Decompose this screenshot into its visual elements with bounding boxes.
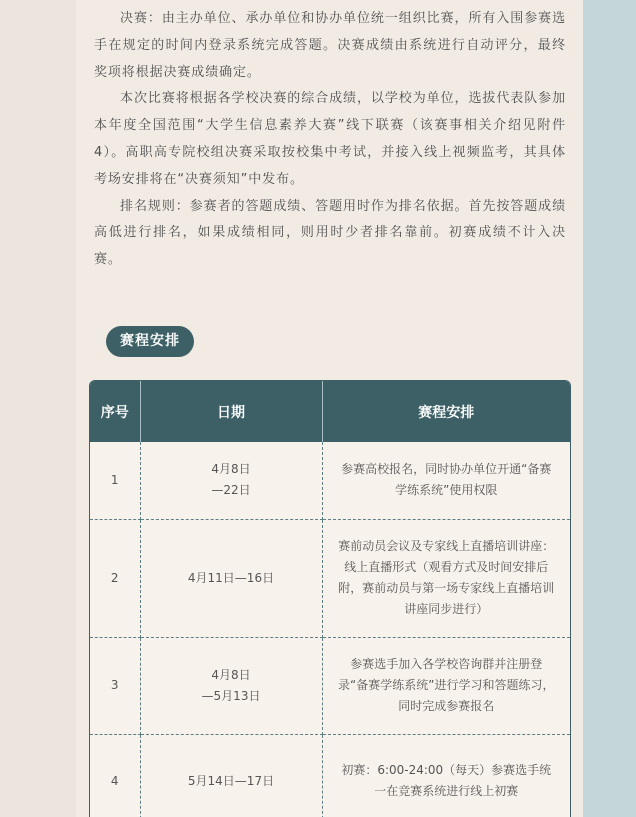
date-line: 4月8日 <box>211 667 251 682</box>
left-margin <box>0 0 76 817</box>
table-header-row <box>90 381 570 442</box>
row-schedule: 初赛：6:00-24:00（每天）参赛选手统一在竞赛系统进行线上初赛 <box>322 734 570 817</box>
date-line: —5月13日 <box>201 688 261 703</box>
date-line: 4月11日—16日 <box>187 570 275 585</box>
paragraph-ranking-rules: 排名规则：参赛者的答题成绩、答题用时作为排名依据。首先按答题成绩高低进行排名，如果成绩相同，则用时少者排名靠前。初赛成绩不计入决赛。 <box>94 198 566 268</box>
row-date <box>140 637 322 734</box>
row-date <box>140 519 322 637</box>
header-date: 日期 <box>140 381 322 442</box>
row-schedule: 参赛选手加入各学校咨询群并注册登录“备赛学练系统”进行学习和答题练习，同时完成参赛报名 <box>322 637 570 734</box>
row-number: 2 <box>90 519 140 637</box>
header-schedule: 赛程安排 <box>322 381 570 442</box>
row-number: 3 <box>90 637 140 734</box>
table-row <box>90 637 570 734</box>
table-row <box>90 442 570 519</box>
paragraph-selection: 本次比赛将根据各学校决赛的综合成绩，以学校为单位，选拔代表队参加本年度全国范围“大学生信息素养大赛”线下联赛（该赛事相关介绍见附件4）。高职高专院校组决赛采取按校集中考试，并接入线上视频监考，其具体考场安排将在“决赛须知”中发布。 <box>94 91 566 187</box>
row-schedule: 赛前动员会议及专家线上直播培训讲座：线上直播形式（观看方式及时间安排后附，赛前动员与第一场专家线上直播培训讲座同步进行） <box>322 519 570 637</box>
paragraph-final-round: 决赛：由主办单位、承办单位和协办单位统一组织比赛，所有入围参赛选手在规定的时间内登录系统完成答题。决赛成绩由系统进行自动评分，最终奖项将根据决赛成绩确定。 <box>94 11 566 80</box>
date-line: 4月8日 <box>211 462 251 477</box>
row-number: 1 <box>90 442 140 519</box>
schedule-table <box>89 380 571 817</box>
date-line: —22日 <box>211 483 251 498</box>
row-number: 4 <box>90 734 140 817</box>
section-title-badge: 赛程安排 <box>106 326 194 357</box>
intro-paragraphs <box>94 6 566 274</box>
row-schedule: 参赛高校报名，同时协办单位开通“备赛学练系统”使用权限 <box>322 442 570 519</box>
row-date <box>140 734 322 817</box>
right-margin <box>583 0 636 817</box>
table-row <box>90 519 570 637</box>
date-line: 5月14日—17日 <box>187 773 275 788</box>
table-row <box>90 734 570 817</box>
header-number: 序号 <box>90 381 140 442</box>
row-date <box>140 442 322 519</box>
